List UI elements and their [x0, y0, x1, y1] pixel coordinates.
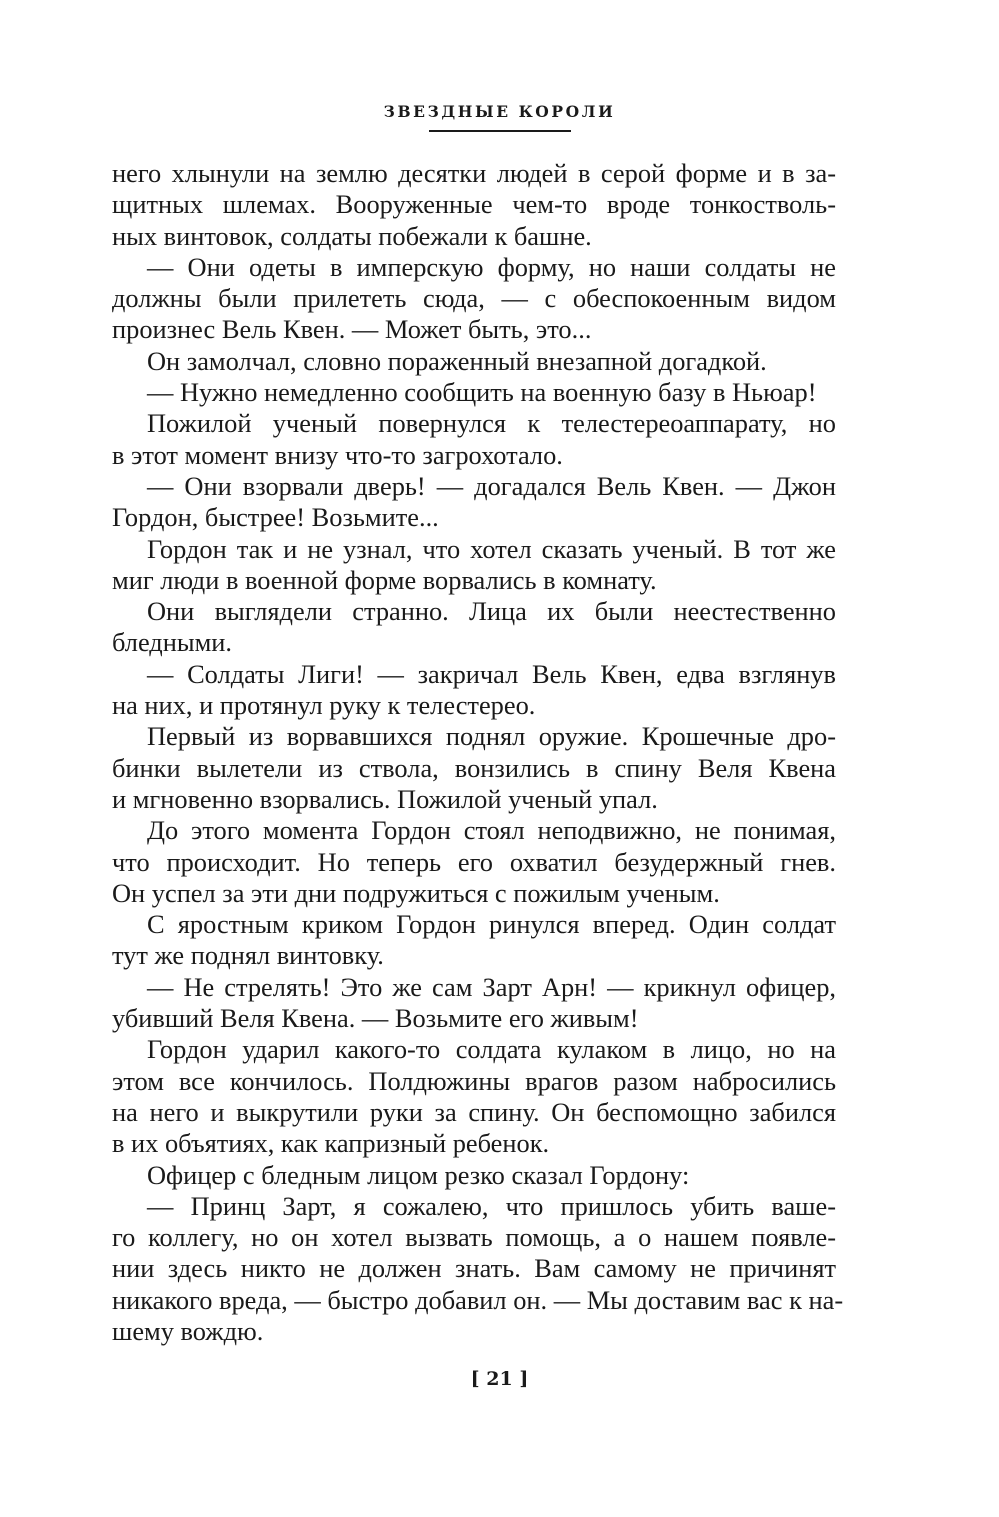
text-line: — Солдаты Лиги! — закричал Вель Квен, едва взглянув — [147, 658, 836, 689]
text-line: миг люди в военной форме ворвались в комнату. — [112, 564, 657, 595]
text-line: произнес Вель Квен. — Может быть, это... — [112, 314, 592, 345]
text-line: — Не стрелять! Это же сам Зарт Арн! — крикнул офицер, — [147, 971, 836, 1002]
text-line: убивший Веля Квена. — Возьмите его живым! — [112, 1003, 639, 1034]
text-line: и мгновенно взорвались. Пожилой ученый упал. — [112, 783, 658, 814]
text-line: нии здесь никто не должен знать. Вам самому не причинят — [112, 1253, 836, 1284]
text-line: бледными. — [112, 627, 233, 658]
text-line: бинки вылетели из ствола, вонзились в спину Веля Квена — [112, 752, 836, 783]
text-line: ных винтовок, солдаты побежали к башне. — [112, 220, 592, 251]
text-line: на них, и протянул руку к телестерео. — [112, 690, 536, 721]
text-line: Гордон, быстрее! Возьмите... — [112, 502, 439, 533]
running-head — [0, 102, 999, 132]
text-line: — Принц Зарт, я сожалею, что пришлось убить ваше- — [147, 1190, 836, 1221]
text-line: — Они одеты в имперскую форму, но наши солдаты не — [147, 251, 836, 282]
text-line: на него и выкрутили руки за спину. Он беспомощно забился — [112, 1096, 836, 1127]
text-line: Он успел за эти дни подружиться с пожилым ученым. — [112, 877, 720, 908]
text-line: го коллегу, но он хотел вызвать помощь, а о нашем появле- — [112, 1222, 836, 1253]
text-line: щитных шлемах. Вооруженные чем-то вроде тонкостволь- — [112, 189, 836, 220]
text-line: этом все кончилось. Полдюжины врагов разом набросились — [112, 1065, 836, 1096]
text-line: С яростным криком Гордон ринулся вперед. Один солдат — [147, 909, 836, 940]
text-line: что происходит. Но теперь его охватил безудержный гнев. — [112, 846, 836, 877]
text-line: До этого момента Гордон стоял неподвижно, не понимая, — [147, 815, 836, 846]
text-line: в этот момент внизу что-то загрохотало. — [112, 439, 563, 470]
text-line: — Они взорвали дверь! — догадался Вель Квен. — Джон — [147, 470, 836, 501]
text-line: него хлынули на землю десятки людей в серой форме и в за- — [112, 158, 836, 188]
text-line: Офицер с бледным лицом резко сказал Гордону: — [147, 1159, 690, 1190]
text-line: Гордон ударил какого-то солдата кулаком в лицо, но на — [147, 1034, 836, 1065]
text-line: никакого вреда, — быстро добавил он. — Мы доставим вас к на- — [112, 1284, 844, 1315]
text-line: в их объятиях, как капризный ребенок. — [112, 1128, 550, 1159]
text-line: шему вождю. — [112, 1315, 264, 1346]
text-line: Пожилой ученый повернулся к телестереоаппарату, но — [147, 408, 836, 439]
text-line: Первый из ворвавшихся поднял оружие. Крошечные дро- — [147, 721, 836, 752]
text-line: Гордон так и не узнал, что хотел сказать ученый. В тот же — [147, 533, 836, 564]
text-line: тут же поднял винтовку. — [112, 940, 384, 971]
page-number: [ 21 ] — [470, 1368, 529, 1390]
running-head-title: ЗВЕЗДНЫЕ КОРОЛИ — [383, 102, 616, 121]
text-line: — Нужно немедленно сообщить на военную базу в Ньюар! — [147, 377, 817, 408]
running-head-rule — [429, 130, 571, 132]
text-line: Он замолчал, словно пораженный внезапной догадкой. — [147, 345, 767, 376]
body-text — [112, 158, 844, 1347]
text-line: должны были прилететь сюда, — с обеспокоенным видом — [112, 283, 836, 314]
text-line: Они выглядели странно. Лица их были неестественно — [147, 596, 836, 627]
